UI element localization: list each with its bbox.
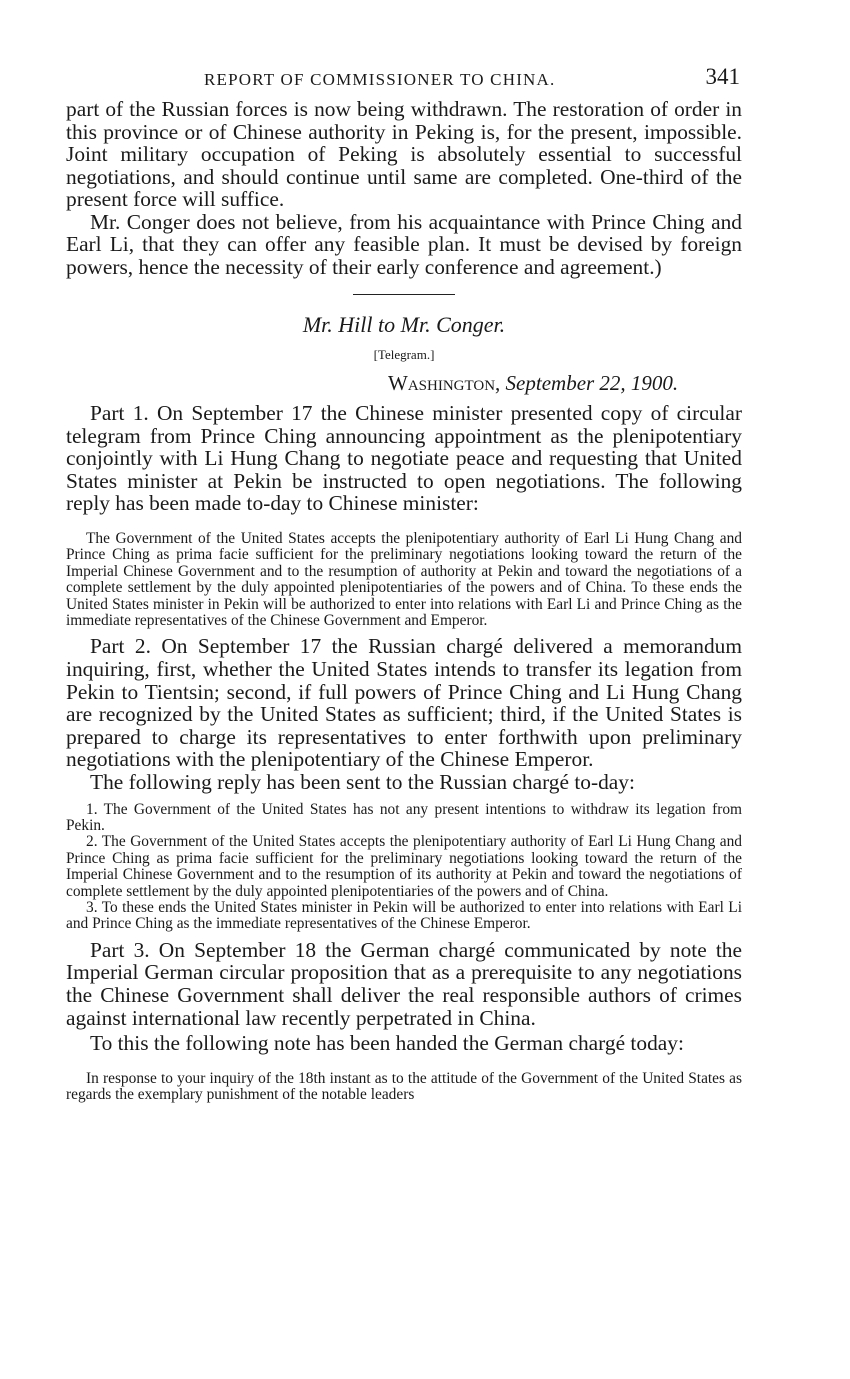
letter-heading: Mr. Hill to Mr. Conger. — [302, 312, 506, 337]
section-divider — [353, 294, 455, 295]
part-2-reply-item-3: 3. To these ends the United States minister in Pekin will be authorized to enter into relations with Earl Li and Prince Ching as the immediate representatives of the Chinese Emperor. — [66, 899, 742, 933]
part-2-reply-item-2: 2. The Government of the United States accepts the plenipotentiary authority of Earl Li Hung Chang and Prince Ching as prima facie sufficient for the preliminary negotiations looking toward the return of the Imperial Chinese Government and to the resumption of its authority at Pekin and toward the negotiations of complete settlement by the duly appointed plenipotentiaries of the powers and of China. — [66, 833, 742, 900]
dateline-date: September 22, 1900. — [505, 371, 679, 395]
part-3-quoted-note: In response to your inquiry of the 18th instant as to the attitude of the Government of the United States as regards the exemplary punishment of the notable leaders — [66, 1069, 742, 1104]
dateline-place: Washington, — [388, 371, 501, 395]
intro-paragraph-continued: part of the Russian forces is now being withdrawn. The restoration of order in this province or of Chinese authority in Peking is, for the present, impossible. Joint military occupation of Peking is absolutely essential to successful negotiations, and should continue until same are completed. One-third of the present force will suffice. — [66, 97, 742, 211]
part-3-reply-intro: To this the following note has been handed the German chargé today: — [90, 1031, 684, 1056]
part-2-reply-intro: The following reply has been sent to the Russian chargé to-day: — [90, 769, 635, 794]
document-page — [66, 64, 742, 1104]
part-1-paragraph: Part 1. On September 17 the Chinese minister presented copy of circular telegram from Prince Ching announcing appointment as the plenipotentiary conjointly with Li Hung Chang to negotiate peace and requesting that United States minister at Pekin be instructed to open negotiations. The following reply has been made to-day to Chinese minister: — [66, 401, 742, 516]
page-number: 341 — [705, 64, 740, 89]
part-1-quoted-reply: The Government of the United States accepts the plenipotentiary authority of Earl Li Hung Chang and Prince Ching as prima facie sufficient for the preliminary negotiations looking toward the return of the Imperial Chinese Government and to the resumption of authority at Pekin and toward the negotiations of a complete settlement by the duly appointed plenipotentiaries of the powers and of China. To these ends the United States minister in Pekin will be authorized to enter into relations with Earl Li and Prince Ching as the immediate representatives of the Chinese Government and Emperor. — [66, 529, 742, 629]
dateline — [66, 370, 742, 396]
part-2-reply-item-1: 1. The Government of the United States has not any present intentions to withdraw its legation from Pekin. — [66, 800, 742, 834]
telegram-label: [Telegram.] — [373, 347, 435, 362]
part-3-paragraph: Part 3. On September 18 the German chargé communicated by note the Imperial German circular proposition that as a prerequisite to any negotiations the Chinese Government shall deliver the real responsible authors of crimes against international law recently perpetrated in China. — [66, 937, 742, 1030]
running-header — [66, 64, 742, 98]
part-2-paragraph: Part 2. On September 17 the Russian chargé delivered a memorandum inquiring, first, whether the United States intends to transfer its legation from Pekin to Tientsin; second, if full powers of Prince Ching and Li Hung Chang are recognized by the United States as sufficient; third, if the United States is prepared to charge its representatives to enter forthwith upon preliminary negotiations with the plenipotentiary of the Chinese Emperor. — [66, 634, 742, 772]
running-title: REPORT OF COMMISSIONER TO CHINA. — [204, 70, 556, 89]
intro-paragraph-conger: Mr. Conger does not believe, from his acquaintance with Prince Ching and Earl Li, that they can offer any feasible plan. It must be devised by foreign powers, hence the necessity of their early conference and agreement.) — [66, 209, 742, 279]
